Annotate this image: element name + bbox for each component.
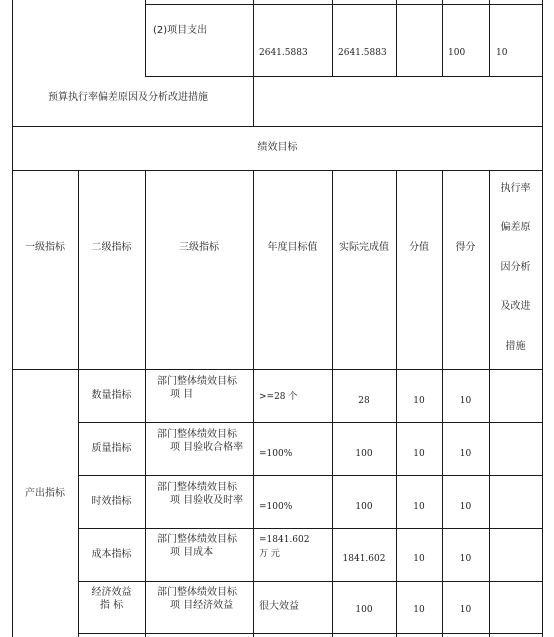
deviation-label: 预算执行率偏差原因及分析改进措施 [48,92,208,103]
score-cell: 10 [459,502,472,512]
score-cell: 10 [459,605,472,615]
target-cell: =100% [259,449,293,459]
level3-cell: 部门整体绩效目标 [157,482,237,493]
grid-line [78,475,543,476]
weight-cell: 10 [413,554,425,564]
header-annual-target: 年度目标值 [267,242,318,253]
level3-cell: 部门整体绩效目标 [157,376,237,387]
weight-cell: 10 [413,396,425,406]
level3-cell: 项 目成本 [170,547,214,558]
grid-line [78,422,543,423]
budget-value: 2641.5883 [259,48,308,58]
level1-output-label: 产出指标 [25,488,65,499]
level2-cell: 时效指标 [91,496,132,507]
row-label: (2)项目支出 [153,25,208,36]
rate-value: 100 [448,48,466,58]
header-level3: 三级指标 [179,242,219,253]
actual-cell: 28 [358,396,370,406]
grid-line [12,369,543,370]
header-score: 得分 [455,242,476,253]
grid-line [145,4,543,5]
target-cell: 很大效益 [259,601,299,612]
header-weight: 分值 [409,242,429,253]
grid-line [145,0,146,77]
level3-cell: 项 目经济效益 [170,600,234,611]
target-cell: >=28 个 [259,392,298,402]
actual-cell: 100 [355,605,373,615]
target-cell: 万 元 [259,549,280,559]
level2-cell: 经济效益 [91,587,132,598]
grid-line [78,633,543,634]
actual-cell: 1841.602 [342,554,386,564]
grid-line [78,528,543,529]
grid-line [12,170,543,171]
grid-line [489,170,490,637]
score-cell: 10 [459,449,472,459]
grid-line [78,581,543,582]
level3-cell: 部门整体绩效目标 [157,534,237,545]
header-analysis-3: 因分析 [500,262,531,273]
header-analysis-1: 执行率 [500,183,531,194]
score-value: 10 [496,48,508,58]
grid-line [442,0,443,77]
level3-cell: 项 目 [170,389,194,400]
weight-cell: 10 [413,605,425,615]
grid-line [253,0,254,127]
grid-line [542,0,543,637]
header-analysis-5: 措施 [505,341,526,352]
target-cell: =100% [259,502,293,512]
level2-cell: 数量指标 [91,390,132,401]
score-cell: 10 [459,554,472,564]
grid-line [12,126,543,127]
header-analysis-4: 及改进 [500,301,531,312]
grid-line [12,0,13,637]
header-actual: 实际完成值 [339,242,389,253]
target-cell: =1841.602 [259,535,310,545]
actual-cell: 100 [355,449,373,459]
grid-line [332,0,333,77]
level2-cell: 成本指标 [91,549,132,560]
level2-cell: 指 标 [99,600,124,611]
grid-line [145,76,543,77]
grid-line [489,0,490,77]
weight-cell: 10 [413,502,425,512]
section-title: 绩效目标 [257,142,298,153]
actual-cell: 100 [355,502,373,512]
weight-cell: 10 [413,449,425,459]
level3-cell: 项 目验收合格率 [170,442,244,453]
header-level1: 一级指标 [25,242,65,253]
level3-cell: 部门整体绩效目标 [157,587,237,598]
header-level2: 二级指标 [91,242,132,253]
score-cell: 10 [459,396,472,406]
executed-value: 2641.5883 [338,48,387,58]
level3-cell: 部门整体绩效目标 [157,429,237,440]
level3-cell: 项 目验收及时率 [170,495,244,506]
level2-cell: 质量指标 [91,443,132,454]
header-analysis-2: 偏差原 [500,222,531,233]
grid-line [396,0,397,77]
